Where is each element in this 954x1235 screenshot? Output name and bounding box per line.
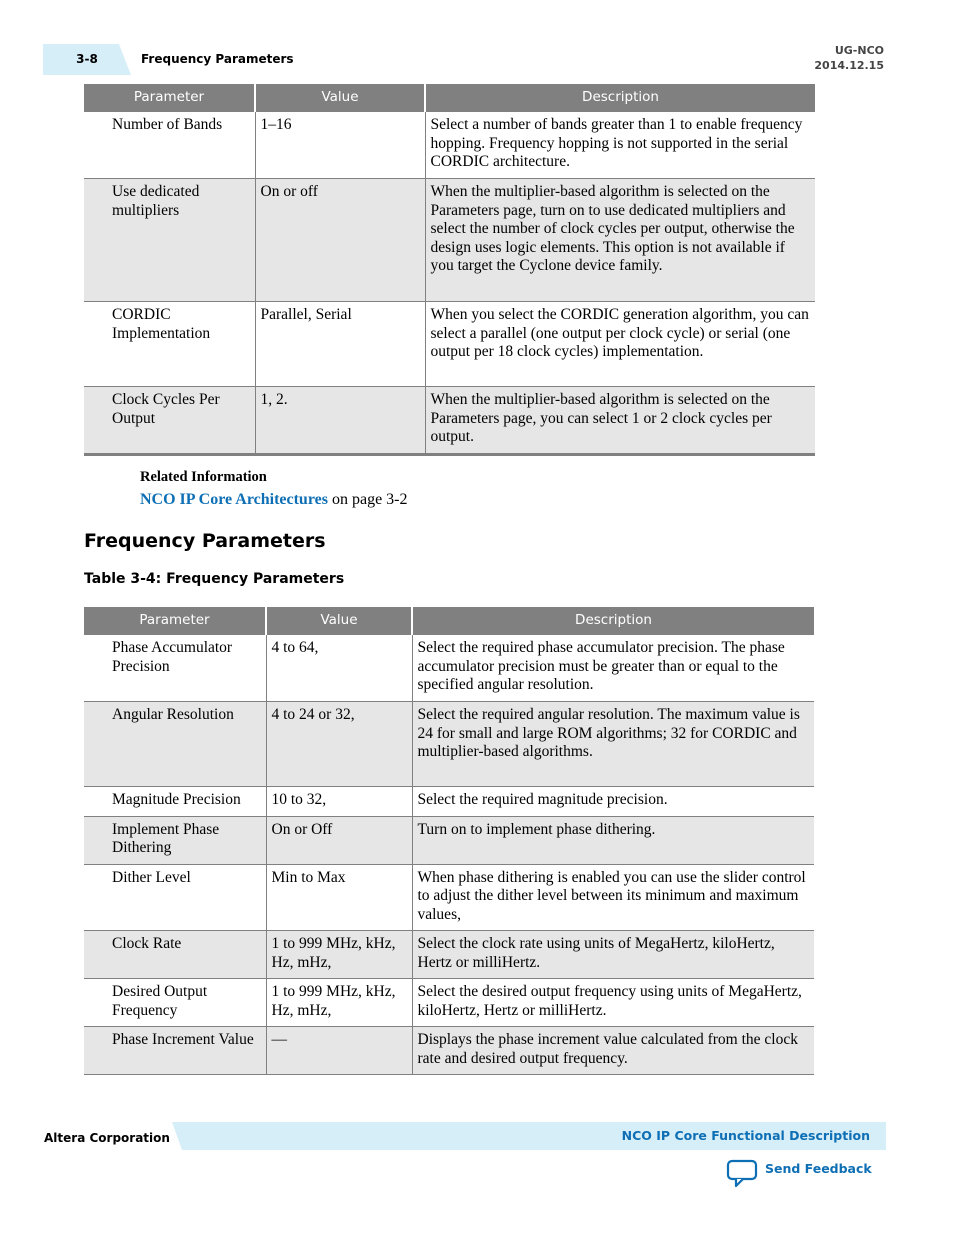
- table-row: [84, 387, 815, 455]
- table-row: [84, 931, 814, 979]
- table-row: [84, 302, 815, 387]
- value-cell: 4 to 64,: [266, 635, 412, 702]
- table-header-row: [84, 84, 815, 112]
- footer-chapter-title: NCO IP Core Functional Description: [621, 1128, 870, 1143]
- parameter-cell: Dither Level: [84, 864, 266, 931]
- parameter-cell: Phase Increment Value: [84, 1027, 266, 1075]
- column-header-value: Value: [266, 607, 412, 635]
- description-cell: When the multiplier-based algorithm is selected on the Parameters page, you can select 1 or 2 clock cycles per output.: [425, 387, 815, 455]
- description-cell: When you select the CORDIC generation algorithm, you can select a parallel (one output per clock cycle) or serial (one output per 18 clock cycles) implementation.: [425, 302, 815, 387]
- column-header-value: Value: [255, 84, 425, 112]
- table-row: [84, 787, 814, 817]
- description-cell: Displays the phase increment value calculated from the clock rate and desired output frequency.: [412, 1027, 814, 1075]
- parameter-cell: Desired Output Frequency: [84, 979, 266, 1027]
- value-cell: 1, 2.: [255, 387, 425, 455]
- description-cell: Select the required angular resolution. The maximum value is 24 for small and large ROM algorithms; 32 for CORDIC and multiplier-based algorithms.: [412, 702, 814, 787]
- parameter-cell: CORDIC Implementation: [84, 302, 255, 387]
- parameter-cell: Implement Phase Dithering: [84, 816, 266, 864]
- description-cell: Select a number of bands greater than 1 to enable frequency hopping. Frequency hopping is not supported in the serial CORDIC architecture.: [425, 112, 815, 179]
- description-cell: Select the required magnitude precision.: [412, 787, 814, 817]
- doc-id: UG-NCO: [834, 44, 884, 57]
- column-header-parameter: Parameter: [84, 84, 255, 112]
- column-header-description: Description: [412, 607, 814, 635]
- value-cell: 1–16: [255, 112, 425, 179]
- send-feedback-label: Send Feedback: [765, 1161, 872, 1176]
- table-row: [84, 702, 814, 787]
- value-cell: 4 to 24 or 32,: [266, 702, 412, 787]
- table-row: [84, 979, 814, 1027]
- section-title: Frequency Parameters: [84, 530, 326, 552]
- description-cell: When the multiplier-based algorithm is selected on the Parameters page, turn on to use dedicated multipliers and select the number of clock cycles per output, otherwise the design uses logic elements. This option is not available if you target the Cyclone device family.: [425, 179, 815, 302]
- doc-date: 2014.12.15: [814, 59, 884, 72]
- value-cell: On or Off: [266, 816, 412, 864]
- description-cell: Select the clock rate using units of MegaHertz, kiloHertz, Hertz or milliHertz.: [412, 931, 814, 979]
- speech-bubble-icon: [726, 1158, 760, 1188]
- value-cell: Parallel, Serial: [255, 302, 425, 387]
- value-cell: —: [266, 1027, 412, 1075]
- value-cell: 1 to 999 MHz, kHz, Hz, mHz,: [266, 979, 412, 1027]
- table-row: [84, 179, 815, 302]
- parameters-table-1: [84, 84, 815, 456]
- parameter-cell: Use dedicated multipliers: [84, 179, 255, 302]
- value-cell: 10 to 32,: [266, 787, 412, 817]
- table-row: [84, 864, 814, 931]
- parameter-cell: Magnitude Precision: [84, 787, 266, 817]
- value-cell: Min to Max: [266, 864, 412, 931]
- description-cell: Select the required phase accumulator precision. The phase accumulator precision must be greater than or equal to the specified angular resolution.: [412, 635, 814, 702]
- parameter-cell: Clock Rate: [84, 931, 266, 979]
- nco-architectures-link[interactable]: NCO IP Core Architectures: [140, 491, 328, 508]
- frequency-parameters-table: [84, 607, 814, 1075]
- column-header-description: Description: [425, 84, 815, 112]
- footer-chapter-band: [172, 1122, 886, 1150]
- parameter-cell: Phase Accumulator Precision: [84, 635, 266, 702]
- page-number-tab: [43, 44, 131, 75]
- description-cell: When phase dithering is enabled you can use the slider control to adjust the dither level between its minimum and maximum values,: [412, 864, 814, 931]
- footer-company: Altera Corporation: [44, 1131, 170, 1145]
- table-row: [84, 816, 814, 864]
- table-row: [84, 1027, 814, 1075]
- table-caption: Table 3-4: Frequency Parameters: [84, 571, 345, 587]
- table-header-row: [84, 607, 814, 635]
- parameter-cell: Number of Bands: [84, 112, 255, 179]
- parameter-cell: Angular Resolution: [84, 702, 266, 787]
- related-information-entry: [140, 491, 408, 509]
- column-header-parameter: Parameter: [84, 607, 266, 635]
- table-row: [84, 112, 815, 179]
- header-section-title: Frequency Parameters: [141, 52, 294, 66]
- table-row: [84, 635, 814, 702]
- description-cell: Turn on to implement phase dithering.: [412, 816, 814, 864]
- related-information-heading: Related Information: [140, 469, 267, 485]
- value-cell: 1 to 999 MHz, kHz, Hz, mHz,: [266, 931, 412, 979]
- page-number: 3-8: [76, 52, 98, 66]
- parameter-cell: Clock Cycles Per Output: [84, 387, 255, 455]
- description-cell: Select the desired output frequency using units of MegaHertz, kiloHertz, Hertz or milliHertz.: [412, 979, 814, 1027]
- related-page-ref: on page 3-2: [327, 491, 408, 508]
- send-feedback-link[interactable]: [726, 1158, 872, 1188]
- value-cell: On or off: [255, 179, 425, 302]
- header-doc-info: [814, 43, 884, 73]
